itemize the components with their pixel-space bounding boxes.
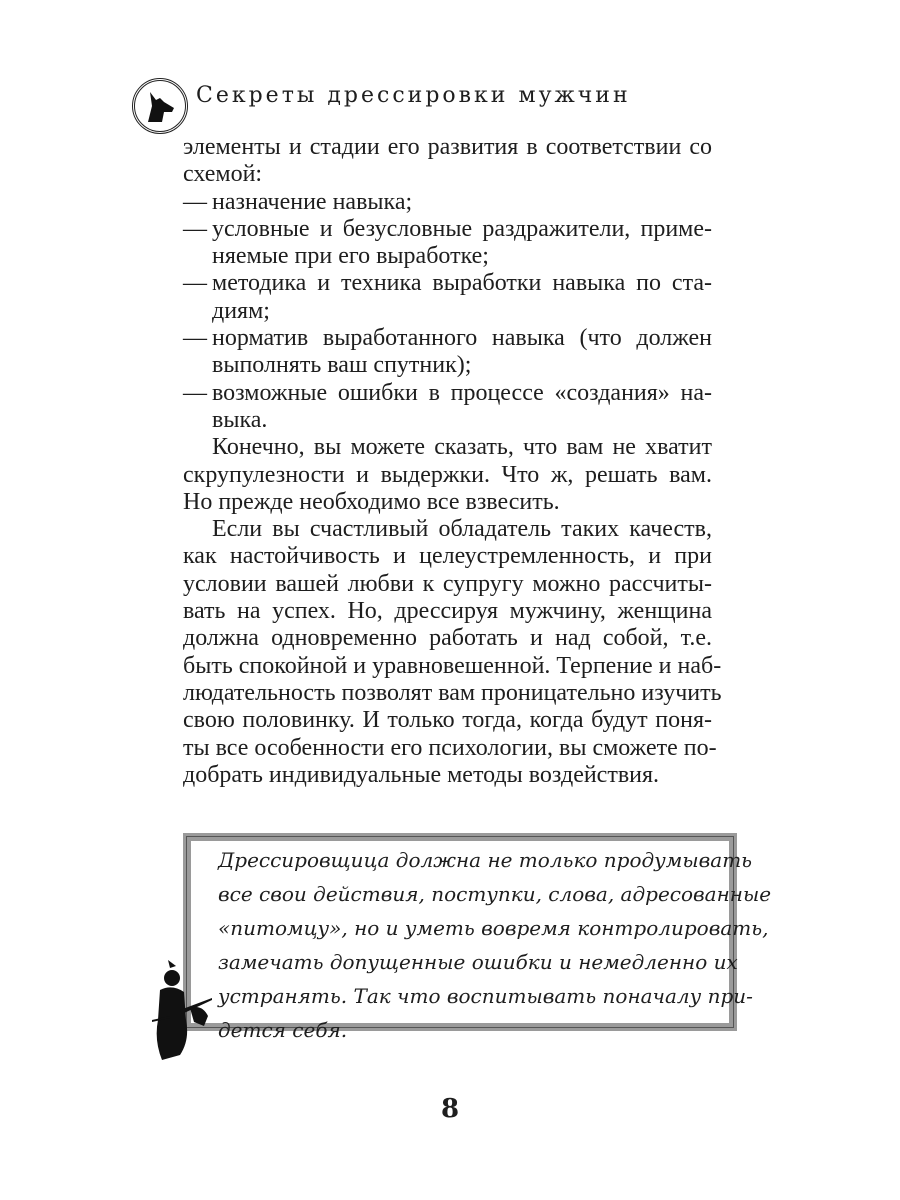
list-dash: — xyxy=(183,270,207,297)
line-text: няемые при его выработке; xyxy=(212,243,489,270)
line-text: выка. xyxy=(212,406,268,433)
list-item-line xyxy=(183,270,712,297)
running-title: Секреты дрессировки мужчин xyxy=(196,82,631,108)
callout-line: «питомцу», но и уметь вовремя контролировать, xyxy=(218,916,769,940)
list-item-line xyxy=(183,298,712,325)
text-line: Конечно, вы можете сказать, что вам не хватит xyxy=(212,434,712,461)
callout-line: устранять. Так что воспитывать поначалу при- xyxy=(218,984,753,1008)
text-line: схемой: xyxy=(183,161,263,188)
list-item-line xyxy=(183,380,712,407)
text-line: скрупулезности и выдержки. Что ж, решать вам. xyxy=(183,461,712,488)
text-line: добрать индивидуальные методы воздействия. xyxy=(183,761,660,788)
callout-line: все свои действия, поступки, слова, адресованные xyxy=(218,882,772,906)
list-item-line xyxy=(183,216,712,243)
text-line: элементы и стадии его развития в соответствии со xyxy=(183,134,712,160)
line-text: условные и безусловные раздражители, приме- xyxy=(212,215,712,242)
text-line: людательность позволят вам проницательно изучить xyxy=(183,679,722,706)
line-text: диям; xyxy=(212,297,270,324)
text-line: вать на успех. Но, дрессируя мужчину, женщина xyxy=(183,598,712,625)
list-item-line xyxy=(183,243,712,270)
text-line: быть спокойной и уравновешенной. Терпение и наб- xyxy=(183,652,722,679)
body-text xyxy=(183,134,722,789)
line-text: выполнять ваш спутник); xyxy=(212,352,472,379)
line-text: назначение навыка; xyxy=(212,188,413,215)
text-line: Если вы счастливый обладатель таких качеств, xyxy=(212,516,712,543)
list-dash: — xyxy=(183,215,207,242)
list-dash: — xyxy=(183,188,207,215)
list-item-line xyxy=(183,325,712,352)
callout-line: дется себя. xyxy=(218,1018,348,1042)
text-line: должна одновременно работать и над собой, т.е. xyxy=(183,625,712,652)
list-item-line xyxy=(183,189,712,216)
callout-line: Дрессировщица должна не только продумывать xyxy=(218,848,753,872)
dog-emblem-icon xyxy=(132,78,188,134)
running-header xyxy=(132,78,631,134)
line-text: методика и техника выработки навыка по ста- xyxy=(212,270,712,297)
list-dash: — xyxy=(183,325,207,352)
list-item-line xyxy=(183,407,712,434)
callout-text xyxy=(218,843,772,1047)
text-line: условии вашей любви к супругу можно рассчиты- xyxy=(183,570,712,597)
callout-line: замечать допущенные ошибки и немедленно их xyxy=(218,950,738,974)
text-line: свою половинку. И только тогда, когда будут поня- xyxy=(183,707,712,734)
text-line: как настойчивость и целеустремленность, и при xyxy=(183,543,712,570)
line-text: возможные ошибки в процессе «создания» на- xyxy=(212,379,712,406)
line-text: норматив выработанного навыка (что должен xyxy=(212,325,712,352)
knight-illustration-icon xyxy=(150,960,220,1075)
page-number: 8 xyxy=(441,1094,460,1124)
list-dash: — xyxy=(183,379,207,406)
list-item-line xyxy=(183,352,712,379)
text-line: ты все особенности его психологии, вы сможете по- xyxy=(183,734,717,761)
text-line: Но прежде необходимо все взвесить. xyxy=(183,488,560,515)
